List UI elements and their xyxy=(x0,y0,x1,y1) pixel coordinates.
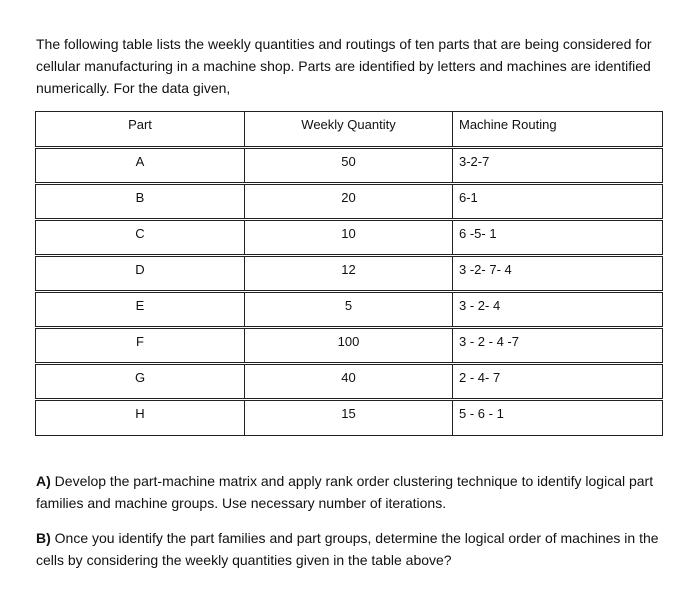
routing-cell: 3 -2- 7- 4 xyxy=(453,256,663,292)
quantity-cell: 10 xyxy=(245,220,453,256)
part-cell: G xyxy=(36,364,245,400)
routing-cell: 6 -5- 1 xyxy=(453,220,663,256)
question-a-label: A) xyxy=(36,473,51,489)
part-cell: F xyxy=(36,328,245,364)
table-row xyxy=(36,328,663,364)
table-row xyxy=(36,256,663,292)
parts-table xyxy=(35,111,663,436)
part-cell: E xyxy=(36,292,245,328)
question-b-text: Once you identify the part families and part groups, determine the logical order of machines in the cells by considering the weekly quantities given in the table above? xyxy=(36,530,659,568)
table-row xyxy=(36,148,663,184)
question-a-text: Develop the part-machine matrix and apply rank order clustering technique to identify logical part families and machine groups. Use necessary number of iterations. xyxy=(36,473,654,511)
question-b xyxy=(36,527,666,571)
routing-cell: 5 - 6 - 1 xyxy=(453,400,663,436)
quantity-cell: 5 xyxy=(245,292,453,328)
intro-paragraph: The following table lists the weekly quantities and routings of ten parts that are being considered for cellular manufacturing in a machine shop. Parts are identified by letters and machines are identified numerically. For the data given, xyxy=(36,36,652,96)
part-cell: B xyxy=(36,184,245,220)
quantity-cell: 50 xyxy=(245,148,453,184)
header-machine-routing: Machine Routing xyxy=(453,112,663,148)
part-cell: H xyxy=(36,400,245,436)
part-cell: C xyxy=(36,220,245,256)
quantity-cell: 20 xyxy=(245,184,453,220)
quantity-cell: 15 xyxy=(245,400,453,436)
quantity-cell: 40 xyxy=(245,364,453,400)
quantity-cell: 12 xyxy=(245,256,453,292)
routing-cell: 3 - 2 - 4 -7 xyxy=(453,328,663,364)
header-weekly-quantity: Weekly Quantity xyxy=(245,112,453,148)
table-row xyxy=(36,400,663,436)
routing-cell: 2 - 4- 7 xyxy=(453,364,663,400)
table-row xyxy=(36,220,663,256)
part-cell: D xyxy=(36,256,245,292)
quantity-cell: 100 xyxy=(245,328,453,364)
routing-cell: 6-1 xyxy=(453,184,663,220)
header-part: Part xyxy=(36,112,245,148)
table-row xyxy=(36,292,663,328)
routing-cell: 3 - 2- 4 xyxy=(453,292,663,328)
question-a xyxy=(36,470,666,514)
routing-cell: 3-2-7 xyxy=(453,148,663,184)
table-header-row xyxy=(36,112,663,148)
part-cell: A xyxy=(36,148,245,184)
question-b-label: B) xyxy=(36,530,51,546)
table-row xyxy=(36,364,663,400)
table-row xyxy=(36,184,663,220)
